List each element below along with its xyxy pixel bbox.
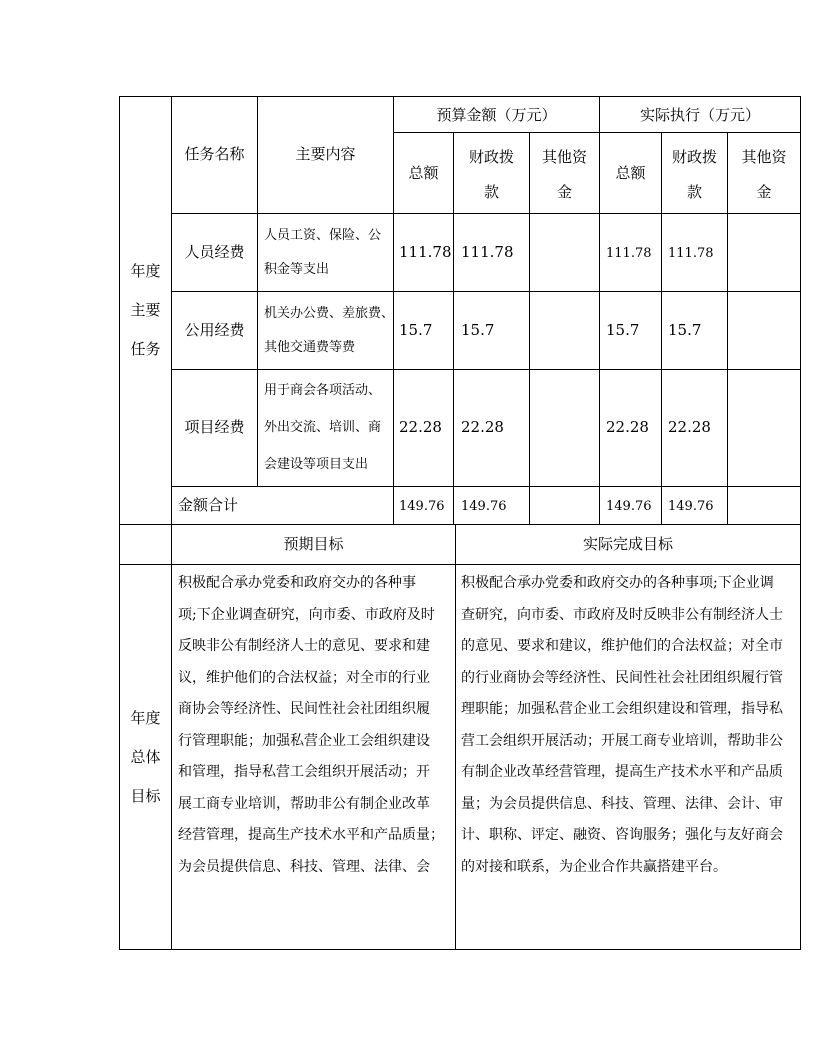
header-task-name: 任务名称 <box>184 145 245 163</box>
text-line: 商协会等经济性、民间性社会社团组织履 <box>178 701 430 717</box>
header-actual-execution: 实际执行（万元） <box>639 106 760 124</box>
row-content-line: 会建设等项目支出 <box>264 457 369 472</box>
row-task-name: 人员经费 <box>184 243 245 261</box>
section-label-line: 任务 <box>130 340 161 358</box>
text-line: 量；为会员提供信息、科技、管理、法律、会计、审 <box>461 795 783 812</box>
section-label-line: 主要 <box>130 301 161 319</box>
row-actual-total: 15.7 <box>606 321 640 339</box>
row-actual-fiscal: 111.78 <box>668 246 714 261</box>
row-budget-fiscal: 22.28 <box>461 418 504 436</box>
section-label-line: 年度 <box>130 262 161 280</box>
row-content-line: 用于商会各项活动、 <box>264 383 382 398</box>
header-budget-fiscal: 财政拨 <box>468 148 514 166</box>
row-content-line: 人员工资、保险、公 <box>264 228 382 243</box>
sum-budget-total: 149.76 <box>399 499 445 514</box>
actual-goals-text <box>461 568 783 883</box>
text-line: 查研究，向市委、市政府及时反映非公有制经济人士 <box>461 606 783 623</box>
text-line: 积极配合承办党委和政府交办的各种事项;下企业调 <box>461 575 774 591</box>
header-actual-total: 总额 <box>615 164 646 182</box>
header-budget-amount: 预算金额（万元） <box>436 106 557 124</box>
section-label-line: 总体 <box>130 748 161 766</box>
text-line: 营工会组织开展活动；开展工商专业培训，帮助非公 <box>461 732 783 749</box>
text-line: 行管理职能；加强私营企业工会组织建设 <box>178 732 430 749</box>
row-content-line: 外出交流、培训、商 <box>264 420 382 435</box>
row-content-line: 机关办公费、差旅费、 <box>264 306 395 321</box>
header-budget-other-2: 金 <box>556 183 572 201</box>
text-line: 计、职称、评定、融资、咨询服务；强化与友好商会 <box>461 827 783 843</box>
text-line: 的行业商协会等经济性、民间性社会社团组织履行管 <box>461 669 783 686</box>
header-budget-total: 总额 <box>408 164 439 182</box>
row-task-name: 公用经费 <box>184 321 245 339</box>
text-line: 为会员提供信息、科技、管理、法律、会 <box>178 858 430 875</box>
row-actual-fiscal: 15.7 <box>668 321 702 339</box>
sum-actual-total: 149.76 <box>606 499 652 514</box>
row-actual-total: 22.28 <box>606 418 649 436</box>
section-label-line: 年度 <box>130 709 161 727</box>
text-line: 反映非公有制经济人士的意见、要求和建 <box>178 638 430 654</box>
text-line: 积极配合承办党委和政府交办的各种事 <box>178 575 416 591</box>
header-budget-other: 其他资 <box>541 148 587 166</box>
expected-goals-text <box>178 568 444 883</box>
row-budget-fiscal: 111.78 <box>461 243 514 261</box>
text-line: 的对接和联系，为企业合作共赢搭建平台。 <box>461 858 727 875</box>
section-label-line: 目标 <box>130 787 161 805</box>
row-actual-fiscal: 22.28 <box>668 418 711 436</box>
text-line: 有制企业改革经营管理，提高生产技术水平和产品质 <box>461 764 783 780</box>
text-line: 和管理，指导私营工会组织开展活动；开 <box>178 764 430 780</box>
sum-label: 金额合计 <box>178 496 239 514</box>
text-line: 经营管理，提高生产技术水平和产品质量； <box>178 827 444 843</box>
text-line: 议，维护他们的合法权益；对全市的行业 <box>178 669 430 686</box>
header-actual-fiscal: 财政拨 <box>671 148 717 166</box>
sum-budget-fiscal: 149.76 <box>461 499 507 514</box>
row-budget-fiscal: 15.7 <box>461 321 495 339</box>
row-budget-total: 111.78 <box>399 243 452 261</box>
row-budget-total: 15.7 <box>399 321 433 339</box>
header-actual-other: 其他资 <box>741 148 787 166</box>
header-actual-fiscal-2: 款 <box>686 183 702 201</box>
header-budget-fiscal-2: 款 <box>483 183 499 201</box>
header-main-content: 主要内容 <box>295 145 356 163</box>
text-line: 理职能；加强私营企业工会组织建设和管理，指导私 <box>461 701 783 717</box>
header-expected-goals: 预期目标 <box>283 535 344 553</box>
header-actual-goals: 实际完成目标 <box>582 535 673 553</box>
row-budget-total: 22.28 <box>399 418 442 436</box>
sum-actual-fiscal: 149.76 <box>668 499 714 514</box>
text-line: 项;下企业调查研究，向市委、市政府及时 <box>178 606 435 623</box>
text-line: 的意见、要求和建议，维护他们的合法权益；对全市 <box>461 638 783 654</box>
text-line: 展工商专业培训，帮助非公有制企业改革 <box>178 795 430 812</box>
row-content-line: 其他交通费等费 <box>264 340 356 355</box>
row-task-name: 项目经费 <box>184 418 245 436</box>
row-actual-total: 111.78 <box>606 246 652 261</box>
row-content-line: 积金等支出 <box>264 262 330 277</box>
header-actual-other-2: 金 <box>756 183 772 201</box>
